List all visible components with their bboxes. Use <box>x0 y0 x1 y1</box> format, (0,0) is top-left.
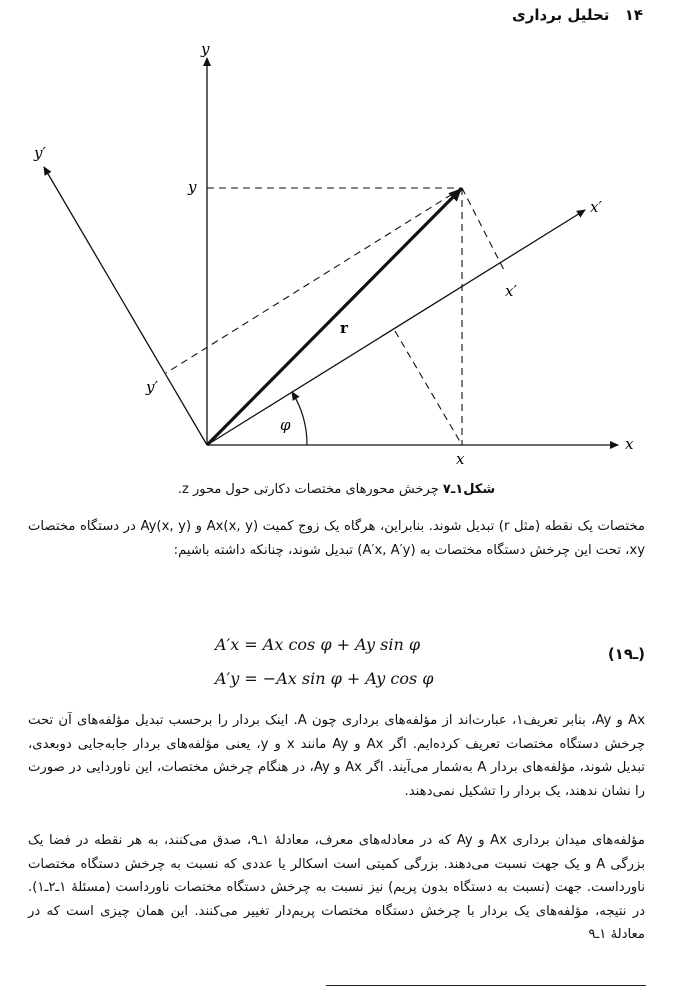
equation-block <box>215 628 434 696</box>
y-axis-label: y <box>201 40 210 58</box>
y-prime-tick-label: y′ <box>146 378 158 396</box>
page-number: ۱۴ <box>624 6 643 24</box>
y-prime-axis-label: y′ <box>34 144 46 162</box>
angle-label: φ <box>280 416 291 434</box>
x-prime-axis-label: x′ <box>590 198 602 216</box>
figure-caption-label: شکل۱ـ۷ <box>442 482 496 497</box>
y-prime-axis <box>44 167 207 445</box>
figure-caption <box>30 482 643 497</box>
x-prime-tick-label: x′ <box>505 282 517 300</box>
paragraph-3: مؤلفه‌های میدان برداری Ax و Ay که در معادله‌های معرف، معادلهٔ ۱ـ۹، صدق می‌کنند، به هر نقطه در فضا یک بزرگی A و یک جهت نسبت می‌دهند. بزرگی کمیتی است اسکالر یا عددی که نسبت به چرخش دستگاه مختصات ناورداست. جهت (نسبت به دستگاه بدون پریم) نیز نسبت به چرخش دستگاه مختصات ناورداست (مسئلهٔ ۱ـ۲ـ۱). در نتیجه، مؤلفه‌های یک بردار با چرخش دستگاه مختصات پریم‌دار تغییر می‌کنند. این همان چیزی است که در معادلهٔ ۱ـ۹ <box>28 833 645 942</box>
figure-caption-text: چرخش محورهای مختصات دکارتی حول محور z. <box>177 482 439 497</box>
rotation-aux-dash <box>395 331 462 445</box>
x-axis-label: x <box>625 435 634 453</box>
paragraph-1: مختصات یک نقطه (مثل r) تبدیل شوند. بنابراین، هرگاه یک زوج کمیت Ax(x, y) و Ay(x, y) در دستگاه مختصات xy، تحت این چرخش دستگاه مختصات به (A′x, A′y) تبدیل شوند، چنانکه داشته باشیم: <box>28 519 645 558</box>
vector-r <box>207 189 461 445</box>
equation-line-1: A′x = Ax cos φ + Ay sin φ <box>215 635 421 654</box>
vector-label: r <box>340 319 348 337</box>
x-tick-label: x <box>456 450 465 468</box>
running-header <box>30 6 643 24</box>
angle-arc <box>292 392 307 445</box>
y-tick-label: y <box>188 178 197 196</box>
proj-xprime-dash <box>462 188 505 272</box>
equation-number: (۱ـ۹) <box>607 645 645 663</box>
proj-yprime-dash <box>166 188 462 373</box>
footnote-rule <box>326 985 646 986</box>
x-prime-axis <box>207 210 585 445</box>
rotation-figure <box>0 30 673 480</box>
equation-line-2: A′y = −Ax sin φ + Ay cos φ <box>215 669 434 688</box>
running-title: تحلیل برداری <box>511 6 610 24</box>
paragraph-2: Ax و Ay، بنابر تعریف۱، عبارت‌اند از مؤلفه‌های برداری چون A. اینک بردار را برحسب تبدیل مؤلفه‌های آن تحت چرخش دستگاه مختصات تعریف کرده‌ایم. اگر Ax و Ay مانند x و y، یعنی مؤلفه‌های بردار جابه‌جایی دوبعدی، تبدیل شوند، مؤلفه‌های بردار A به‌شمار می‌آیند. اگر Ax و Ay، در هنگام چرخش مختصات، این ناوردایی در صورت را نشان ندهند، یک بردار را تشکیل نمی‌دهند. <box>28 713 645 799</box>
